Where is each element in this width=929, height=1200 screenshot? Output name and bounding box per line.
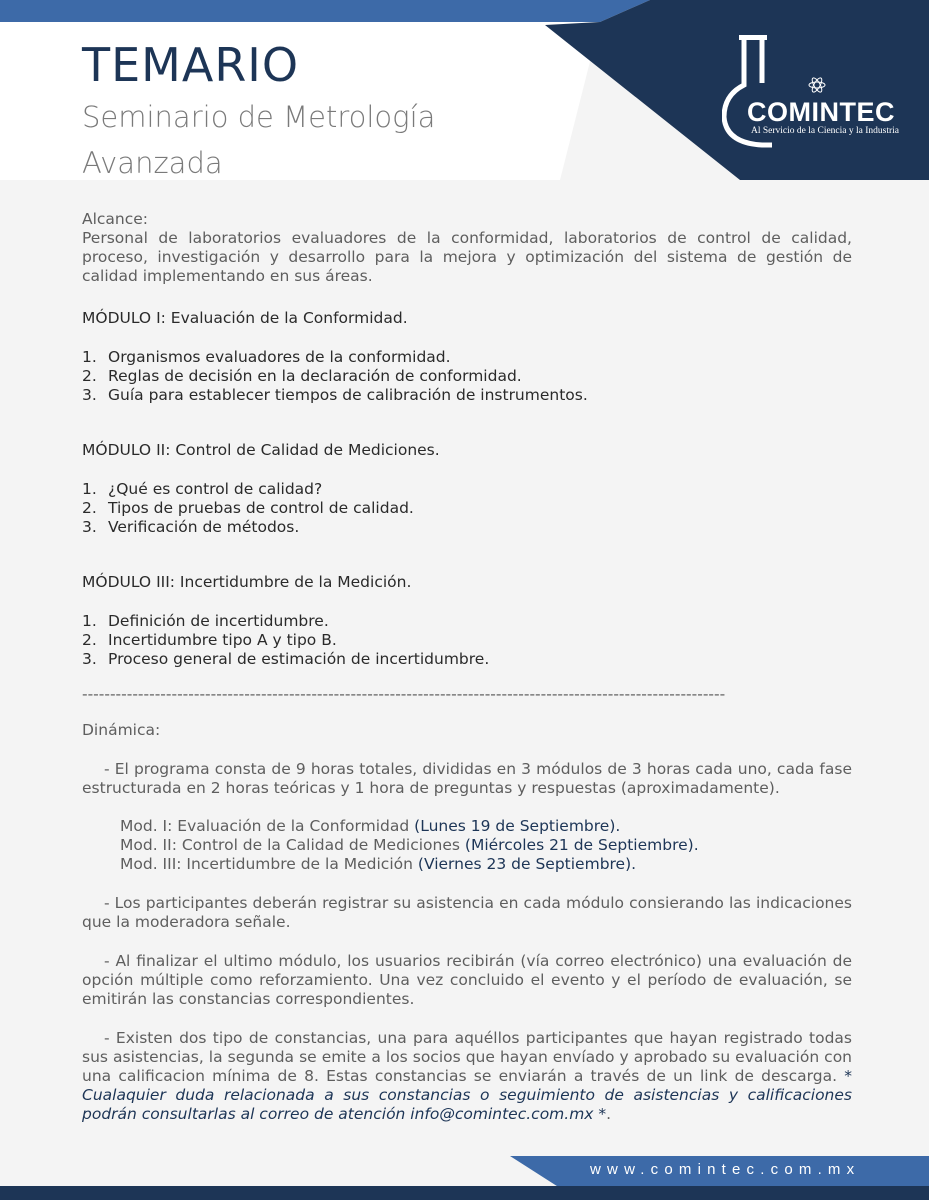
schedule-row: Mod. I: Evaluación de la Conformidad (Lunes 19 de Septiembre). [120, 817, 621, 835]
list-item: 3. Guía para establecer tiempos de calibración de instrumentos. [82, 386, 588, 404]
list-item: 1. Definición de incertidumbre. [82, 612, 329, 630]
contact-note: * Cualaquier duda relacionada a sus constancias o seguimiento de asistencias y calificaciones podrán consultarlas al correo de atención info@comintec.com.mx * [82, 1067, 852, 1123]
list-item: 1. Organismos evaluadores de la conformidad. [82, 348, 451, 366]
page-title: TEMARIO [82, 38, 300, 92]
website-url: www.comintec.com.mx [590, 1161, 861, 1178]
page-subtitle: Seminario de Metrología Avanzada [82, 100, 436, 180]
dynamics-paragraph-4: - Existen dos tipo de constancias, una para aquéllos participantes que hayan registrado todas sus asistencias, la segunda se emite a los socios que hayan envíado y aprobado su evaluación con una calificacion mínima de 8. Estas constancias se enviarán a través de un link de descarga. * Cualaquier duda relacionada a sus constancias o seguimiento de asistencias y calificaciones podrán consultarlas al correo de atención info@comintec.com.mx *. [82, 1029, 852, 1123]
scope-label: Alcance: [82, 210, 149, 228]
module-1-list [82, 348, 852, 405]
list-item: 3. Proceso general de estimación de incertidumbre. [82, 650, 490, 668]
module-3-list [82, 612, 852, 669]
list-item: 3. Verificación de métodos. [82, 518, 300, 536]
dynamics-label: Dinámica: [82, 721, 161, 739]
dynamics-paragraph-3: - Al finalizar el ultimo módulo, los usuarios recibirán (vía correo electrónico) una evaluación de opción múltiple como reforzamiento. Una vez concluido el evento y el período de evaluación, se emitirán las constancias correspondientes. [82, 952, 852, 1008]
list-item: 2. Reglas de decisión en la declaración de conformidad. [82, 367, 522, 385]
dynamics-paragraph-2: - Los participantes deberán registrar su asistencia en cada módulo consierando las indicaciones que la moderadora señale. [82, 894, 852, 931]
scope-text: Personal de laboratorios evaluadores de la conformidad, laboratorios de control de calidad, proceso, investigación y desarrollo para la mejora y optimización del sistema de gestión de calidad implementando en sus áreas. [82, 229, 852, 285]
schedule-row: Mod. III: Incertidumbre de la Medición (Viernes 23 de Septiembre). [120, 855, 637, 873]
module-2-title: MÓDULO II: Control de Calidad de Mediciones. [82, 441, 440, 459]
schedule-row: Mod. II: Control de la Calidad de Mediciones (Miércoles 21 de Septiembre). [120, 836, 699, 854]
list-item: 2. Incertidumbre tipo A y tipo B. [82, 631, 337, 649]
list-item: 1. ¿Qué es control de calidad? [82, 480, 323, 498]
schedule [82, 817, 852, 874]
logo-tagline: Al Servicio de la Ciencia y la Industria [751, 126, 899, 136]
module-1-title: MÓDULO I: Evaluación de la Conformidad. [82, 309, 408, 327]
section-divider: ------------------------------------------------------------------------------------------------------------------- [82, 685, 726, 703]
main-content [82, 210, 852, 1124]
dynamics-paragraph-1: - El programa consta de 9 horas totales, divididas en 3 módulos de 3 horas cada uno, cada fase estructurada en 2 horas teóricas y 1 hora de preguntas y respuestas (aproximadamente). [82, 760, 852, 797]
module-3-title: MÓDULO III: Incertidumbre de la Medición. [82, 573, 412, 591]
list-item: 2. Tipos de pruebas de control de calidad. [82, 499, 414, 517]
logo-name: COMINTEC [747, 97, 895, 127]
module-2-list [82, 480, 852, 537]
